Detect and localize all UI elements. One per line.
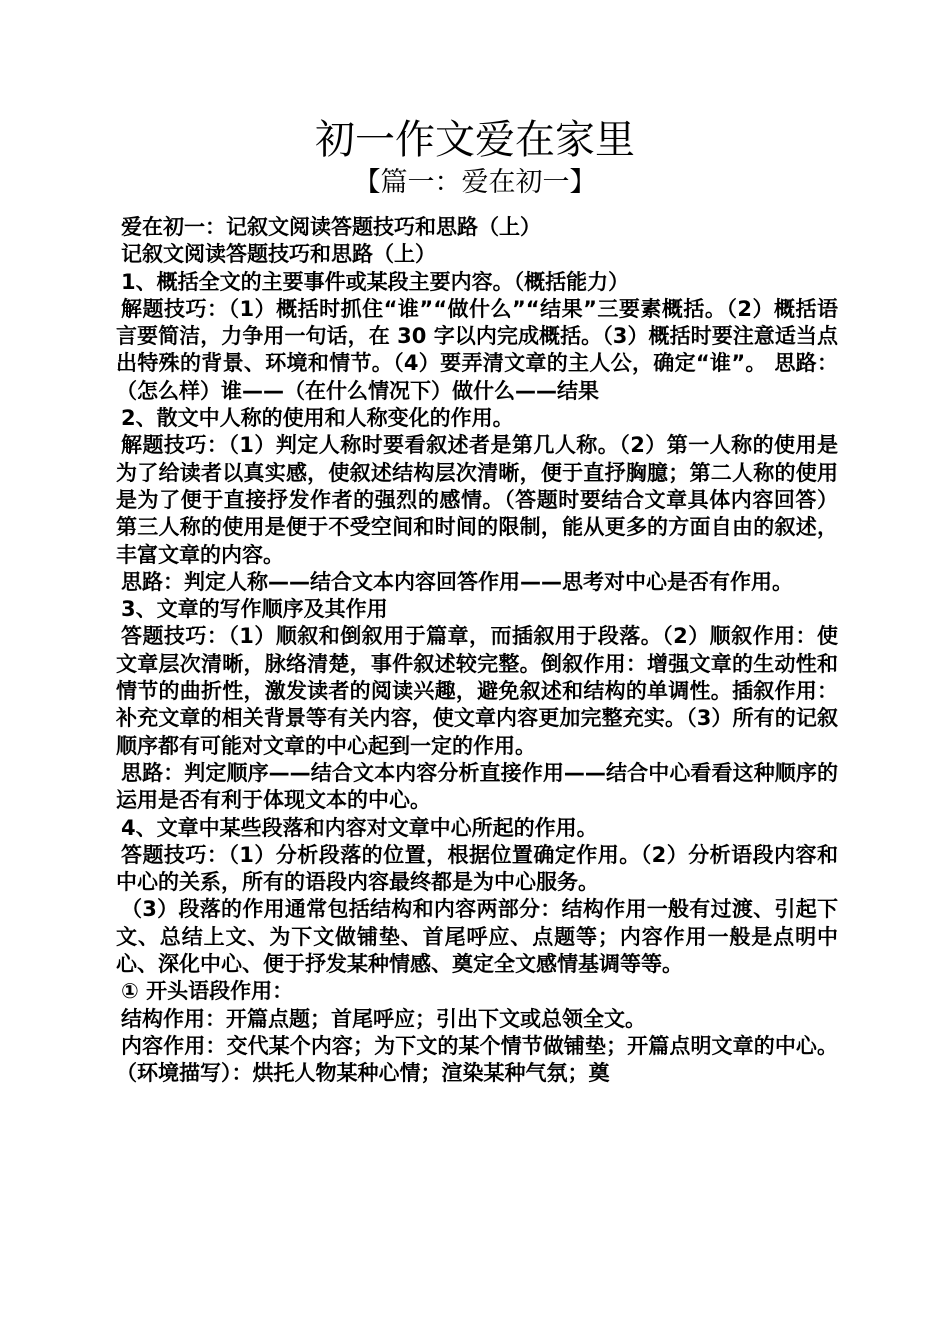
body-paragraph: 内容作用：交代某个内容；为下文的某个情节做铺垫；开篇点明文章的中心。 （环境描写）：烘托人物某种心情；渲染某种气氛；奠 bbox=[116, 1033, 838, 1086]
body-paragraph: 记叙文阅读答题技巧和思路（上） bbox=[121, 242, 436, 267]
document-subtitle: 【篇一：爱在初一】 bbox=[353, 167, 597, 198]
body-paragraph: （3）段落的作用通常包括结构和内容两部分：结构作用一般有过渡、引起下文、总结上文、为下文做铺垫、首尾呼应、点题等；内容作用一般是点明中心、深化中心、便于抒发某种情感、奠定全文感情基调等等。 bbox=[116, 897, 838, 977]
body-paragraph: 答题技巧：（1）顺叙和倒叙用于篇章，而插叙用于段落。（2）顺叙作用：使文章层次清晰，脉络清楚，事件叙述较完整。倒叙作用：增强文章的生动性和情节的曲折性，激发读者的阅读兴趣，避免叙述和结构的单调性。插叙作用：补充文章的相关背景等有关内容，使文章内容更加完整充实。（3）所有的记叙顺序都有可能对文章的中心起到一定的作用。 bbox=[116, 624, 838, 758]
document-title: 初一作文爱在家里 bbox=[315, 117, 635, 163]
body-paragraph: 解题技巧：（1）判定人称时要看叙述者是第几人称。（2）第一人称的使用是为了给读者以真实感，使叙述结构层次清晰，便于直抒胸臆；第二人称的使用是为了便于直接抒发作者的强烈的感情。（答题时要结合文章具体内容回答）第三人称的使用是便于不受空间和时间的限制，能从更多的方面自由的叙述，丰富文章的内容。 bbox=[116, 433, 838, 567]
body-paragraph: 思路：判定顺序——结合文本内容分析直接作用——结合中心看看这种顺序的运用是否有利于体现文本的中心。 bbox=[116, 760, 838, 813]
body-paragraph: 结构作用：开篇点题；首尾呼应；引出下文或总领全文。 bbox=[121, 1006, 646, 1031]
body-paragraph: 1、概括全文的主要事件或某段主要内容。（概括能力） bbox=[121, 269, 630, 294]
body-paragraph: 爱在初一：记叙文阅读答题技巧和思路（上） bbox=[121, 215, 541, 239]
body-paragraph: 2、散文中人称的使用和人称变化的作用。 bbox=[121, 406, 514, 431]
body-paragraph: 4、文章中某些段落和内容对文章中心所起的作用。 bbox=[121, 815, 598, 840]
body-paragraph: 思路：判定人称——结合文本内容回答作用——思考对中心是否有作用。 bbox=[121, 569, 793, 594]
body-paragraph: 解题技巧：（1）概括时抓住“谁”“做什么”“结果”三要素概括。（2）概括语言要简洁，力争用一句话，在 30 字以内完成概括。（3）概括时要注意适当点出特殊的背景、环境和情节。（4）要弄清文章的主人公，确定“谁”。 思路：（怎么样）谁——（在什么情况下）做什么——结果 bbox=[116, 296, 838, 403]
body-paragraph: ① 开头语段作用： bbox=[121, 979, 294, 1004]
body-paragraph: 3、文章的写作顺序及其作用 bbox=[121, 597, 388, 622]
body-paragraph: 答题技巧：（1）分析段落的位置，根据位置确定作用。（2）分析语段内容和中心的关系，所有的语段内容最终都是为中心服务。 bbox=[116, 842, 838, 895]
document-body bbox=[116, 214, 838, 1088]
